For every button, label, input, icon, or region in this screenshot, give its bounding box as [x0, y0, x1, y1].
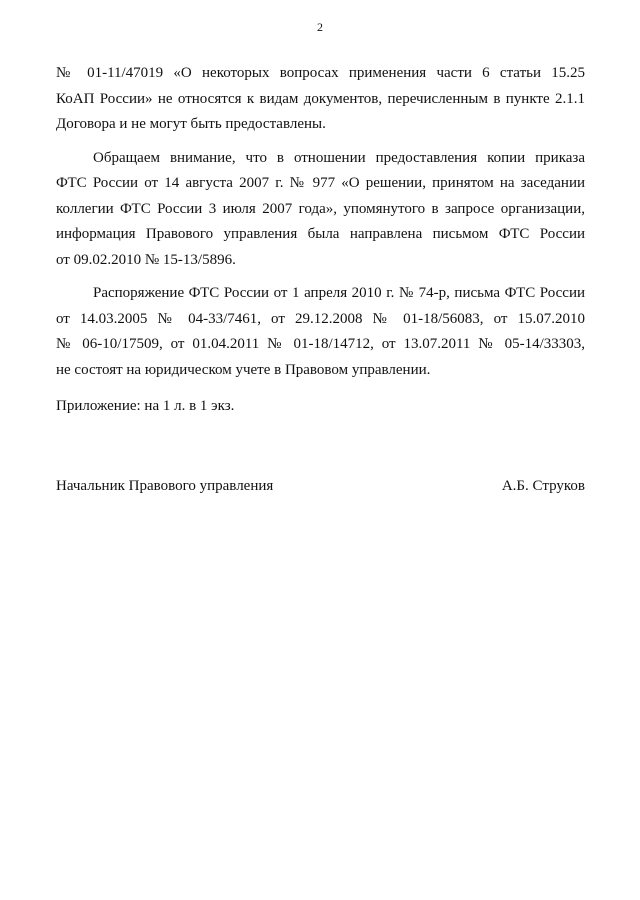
text-line: № 01-11/47019 «О некоторых вопросах применения части 6 статьи 15.25 — [56, 65, 585, 81]
text-line: информация Правового управления была направлена письмом ФТС России — [56, 226, 585, 242]
signature-block — [56, 478, 585, 495]
attachment-note: Приложение: на 1 л. в 1 экз. — [56, 398, 235, 414]
text-line: Обращаем внимание, что в отношении предоставления копии приказа — [93, 149, 585, 166]
paragraph-orders — [56, 281, 585, 383]
text-line: № 06-10/17509, от 01.04.2011 № 01-18/14712, от 13.07.2011 № 05-14/33303, — [56, 336, 585, 352]
paragraph-attention — [56, 146, 585, 274]
text-line: Распоряжение ФТС России от 1 апреля 2010 г. № 74-р, письма ФТС России — [93, 285, 585, 301]
document-body — [56, 61, 585, 383]
text-line: Договора и не могут быть предоставлены. — [56, 116, 326, 132]
text-line: от 09.02.2010 № 15-13/5896. — [56, 251, 236, 268]
paragraph-continuation — [56, 61, 585, 138]
signatory-name: А.Б. Струков — [501, 478, 585, 494]
signatory-position: Начальник Правового управления — [56, 478, 274, 494]
text-line: не состоят на юридическом учете в Правовом управлении. — [56, 361, 431, 378]
text-line: КоАП России» не относятся к видам документов, перечисленным в пункте 2.1.1 — [56, 90, 585, 107]
text-line: коллегии ФТС России 3 июля 2007 года», упомянутого в запросе организации, — [56, 200, 585, 217]
text-line: от 14.03.2005 № 04-33/7461, от 29.12.2008 № 01-18/56083, от 15.07.2010 — [56, 310, 585, 327]
text-line: ФТС России от 14 августа 2007 г. № 977 «О решении, принятом на заседании — [56, 175, 585, 191]
page-number: 2 — [317, 20, 323, 34]
